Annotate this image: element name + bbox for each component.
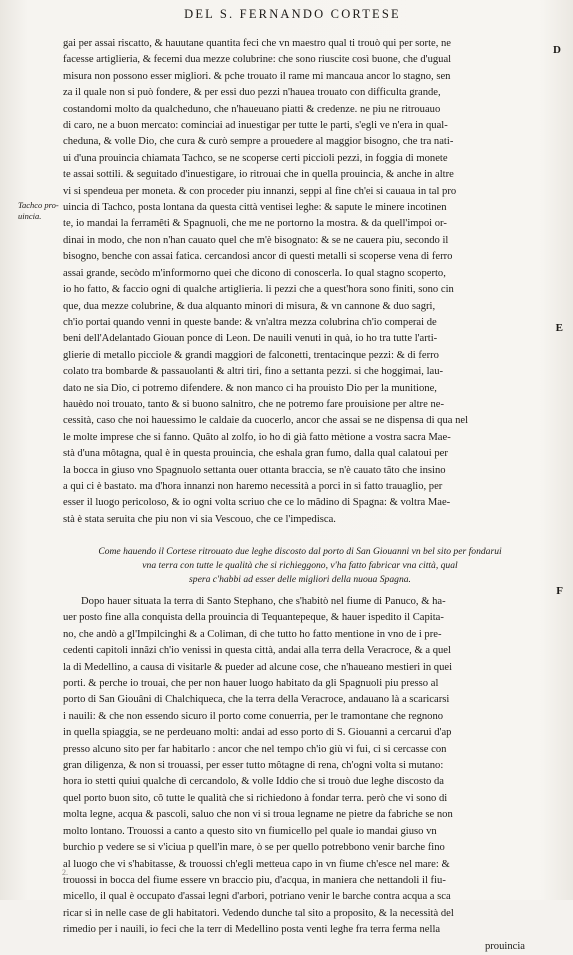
- text-line: prouincia: [484, 940, 525, 952]
- text-line: ricar si in nelle case de gli habitatori. Vedendo dunche tal sito a proposito, & la necessità del: [63, 907, 454, 919]
- text-line: bisogno, benche con assai fatica. cercandosi ancor di questi metalli si scoperse vena di ferro: [63, 251, 453, 263]
- text-line: te, io mandai la ferramêti & Spagnuoli, che me ne portorno la mostra. & da quell'impoi or-: [63, 218, 447, 230]
- text-line: micello, il qual è occupato d'assai legni d'arbori, potriano venir le barche contra acqua a sca: [63, 891, 451, 903]
- chapter-heading: [80, 545, 520, 587]
- text-line: facesse artiglieria, & fecemi dua mezze colubrine: che sono riuscite così buone, che d'ugual: [63, 54, 452, 66]
- text-line: za il quale non si può fondere, & per essi duo pezzi n'hauea trouato con difficulta grande,: [63, 87, 441, 99]
- heading-line: spera c'habbi ad esser delle migliori della nuoua Spagna.: [189, 574, 411, 585]
- text-line: molto lontano. Trouossi a canto a questo sito vn fiumicello pel quale io mandai giuso vn: [63, 825, 437, 837]
- text-line: stà d'una môtagna, qual è in questa prouincia, che eshala gran fumo, dalla qual calatoui per: [63, 448, 448, 460]
- text-line: que, dua mezze colubrine, & dua alquanto minori di misura, & vn cannone & duo sagri,: [63, 300, 436, 312]
- margin-note-line: uincia.: [18, 211, 42, 221]
- text-line: te assai sottili. & seguitado d'inuestigare, io ritrouai che in quella prouincia, & anche in altre: [63, 169, 454, 181]
- text-line: cessità, caso che noi hauessimo le caldaie da cuocerlo, ancor che assai se ne dispensa di qua nel: [63, 415, 469, 427]
- text-line: porto di San Giouâni di Chalchiqueca, che la terra della Veracroce, andauano là a scaricarsi: [63, 694, 450, 706]
- text-line: burchio p vedere se si v'iciua p quell'in mare, ò se per quello potrebbono venir barche fino: [63, 842, 445, 854]
- text-line: no, che andò a gl'Impilcinghi & a Coliman, di che tutto ho fatto mentione in vno de i pre-: [63, 628, 442, 640]
- heading-line: Come hauendo il Cortese ritrouato due leghe discosto dal porto di San Giouanni vn bel sito per fondarui: [98, 546, 502, 557]
- text-line: colato tra bombarde & passauolanti & altri tiri, fino a settanta pezzi. si che hoggimai, lau-: [63, 366, 444, 378]
- text-line: al luogo che vi s'habitasse, & trouossi ch'egli metteua capo in vn fiume ch'esce nel mare: &: [63, 858, 450, 870]
- text-line: glierie di metallo picciole & grandi maggiori de falconetti, trentacinque pezzi: & di ferro: [63, 349, 439, 361]
- margin-letter-e: E: [555, 322, 563, 334]
- text-line: presso alcuno sito per far habitarlo : ancor che nel tempo ch'io giù vi fui, ci si cercasse con: [63, 743, 447, 755]
- text-line: molta legne, acqua & pascoli, saluo che non vi si troua legname ne pietre da fabriche se non: [63, 809, 453, 821]
- text-line: Dopo hauer situata la terra di Santo Stephano, che s'habitò nel fiume di Panuco, & ha-: [81, 596, 446, 607]
- text-line: rimedio per i nauili, io feci che la terr di Medellino posta venti leghe fra terra ferma nella: [63, 924, 441, 936]
- text-line: le molte imprese che si fanno. Quãto al zolfo, io ho di già fatto mètione a vostra sacra Mae-: [63, 431, 451, 443]
- margin-letter-d: D: [553, 44, 561, 56]
- text-line: uincia di Tachco, posta lontana da questa città ventisei leghe: & sapute le minere incotinen: [63, 202, 447, 214]
- text-line: gai per assai riscatto, & hauutane quantita feci che vn maestro qual ti trouò qui per sorte, ne: [63, 38, 452, 49]
- text-line: la di Medellino, a causa di visitarle & pueder ad alcune cose, che n'haueano mestieri in quei: [63, 661, 453, 673]
- folio-mark: 2.: [62, 868, 68, 877]
- text-line: vi si spendeua per moneta. & con proceder piu innanzi, seppi al fine ch'ei si cauaua in tal pro: [63, 185, 457, 197]
- text-line: quel porto buon sito, cõ tutte le qualità che si richiedono à fondar terra. però che vi sono di: [63, 792, 448, 804]
- text-line: la bocca in giuso vno Spagnuolo settanta ouer ottanta braccia, se n'è cauato tãto che insino: [63, 464, 446, 476]
- text-line: misura non possono esser migliori. & pche trouato il rame mi mancaua ancor lo stagno, sen: [63, 70, 451, 82]
- text-line: esser il luogo pericoloso, & io ogni volta scriuo che ce lo mãdino di Spagna: & voltra Mae-: [63, 497, 451, 509]
- text-line: assai grande, secòdo m'informorno quei che dicono di conoscerla. Io qual stagno scoperto,: [63, 267, 446, 279]
- text-line: costandomi molto da qualcheduno, che n'haueuano piatti & credenze. ne piu ne ritrouauo: [63, 103, 441, 115]
- margin-letter-f: F: [556, 585, 563, 597]
- text-line: trouossi in bocca del fiume essere vn braccio piu, d'acqua, in maniera che nettandoli il fiu-: [63, 874, 446, 886]
- text-line: hora io stetti quiui qualche dì cercandolo, & volle Iddio che si trouò due leghe discosto da: [63, 776, 444, 788]
- text-line: beni dell'Adelantado Giouan ponce di Leon. De nauili venuti in quà, io ho tra tutte l'arti-: [63, 333, 438, 345]
- running-header: DEL S. FERNANDO CORTESE: [184, 7, 401, 21]
- text-line: di caro, ne a buon mercato: cominciai ad inuestigar per tutte le parti, s'egli ve n'era in qual-: [63, 120, 448, 132]
- text-line: gran diligenza, & non si trouassi, per esser tutto môtagne di rena, ch'ogni volta si mutano:: [63, 760, 444, 772]
- text-line: io ho fatto, & faccio ogni di qualche artiglieria. li pezzi che a quest'hora sono finiti, sono cin: [63, 284, 454, 296]
- text-line: porti. & perche io trouai, che per non hauer luogo habitato da gli Spagnuoli piu presso al: [63, 678, 439, 690]
- text-line: hauèdo noi trouato, tanto & si buono salnitro, che ne potremo fare prouisione per altre ne-: [63, 398, 444, 410]
- text-line: i nauili: & che non essendo sicuro il porto come conuerria, per le tramontane che regnono: [63, 710, 444, 722]
- heading-line: vna terra con tutte le qualità che si richieggono, v'ha fatto fabricar vna città, qual: [142, 560, 458, 571]
- text-line: ch'io portai quando venni in queste bande: & vn'altra mezza colubrina ch'io comperai de: [63, 316, 437, 328]
- text-line: stà è stata seruita che piu non vi sia Vescouo, che ce l'impedisca.: [63, 513, 336, 525]
- text-line: cedenti capitoli innãzi ch'io venissi in questa città, andai alla terra della Veracroce, & a quel: [63, 645, 451, 657]
- body-paragraph-1: [63, 36, 525, 528]
- text-line: dinai in modo, che non n'han cauato quel che m'è bisognato: & se ne cauera piu, secondo il: [63, 234, 449, 246]
- text-line: dato ne sia Dio, ci potremo difendere. & non manco ci ha prouisto Dio per la munitione,: [63, 382, 437, 394]
- text-line: in quella spiaggia, se ne perdeuano molti: andai ad esso porto di S. Giouanni a cercarui d'ap: [63, 727, 452, 739]
- text-line: ui d'una prouincia chiamata Tachco, se ne scoperse certi piccioli pezzi, in foggia di monete: [63, 152, 448, 164]
- text-line: a qui ci è bastato. ma d'hora innanzi non haremo necessità a porci in sì fatto trauaglio, per: [63, 480, 443, 492]
- text-line: uer posto fine alla conquista della prouincia di Tequantepeque, & hauer ispedito il Capita-: [63, 612, 444, 624]
- margin-note-tachco: [18, 200, 62, 222]
- body-paragraph-2: [63, 594, 525, 955]
- text-line: cheduna, & volle Dio, che cura & curò sempre a prouedere al maggior bisogno, che tra nati-: [63, 136, 454, 148]
- margin-note-line: Tachco pro-: [18, 200, 59, 210]
